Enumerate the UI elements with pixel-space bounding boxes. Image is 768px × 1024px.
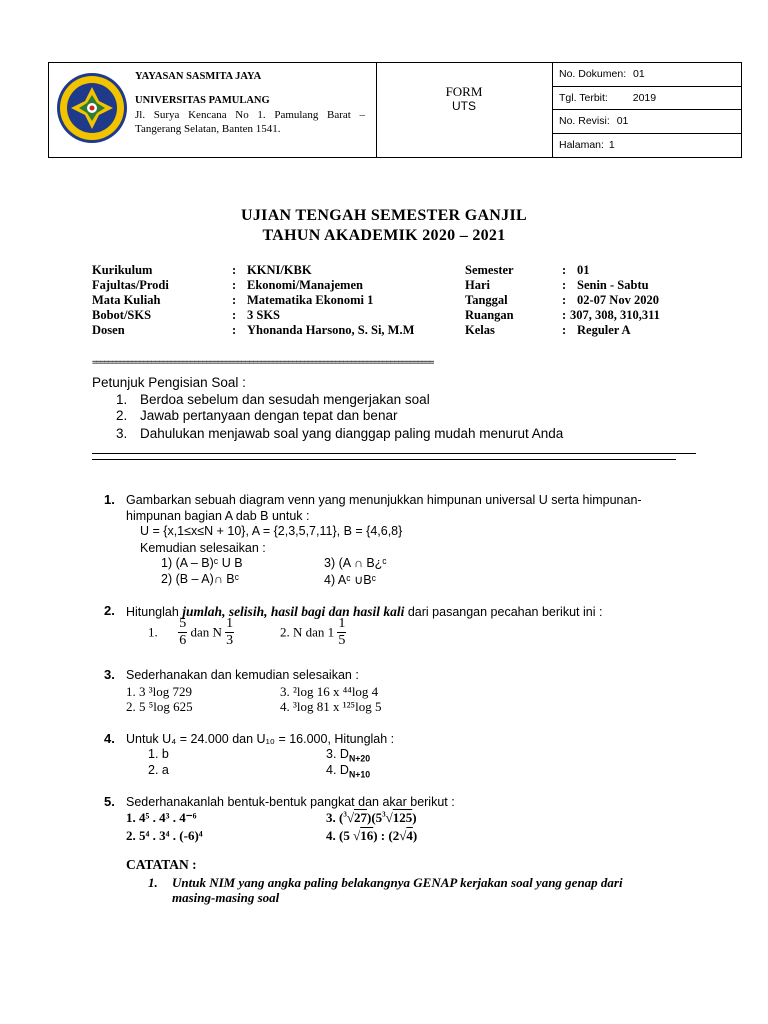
info-label-kelas: Kelas bbox=[465, 323, 495, 337]
denominator: 6 bbox=[179, 633, 187, 648]
info-value-semester: 01 bbox=[577, 263, 590, 277]
info-colon: : bbox=[562, 278, 567, 292]
sub-question-root-3: 3. $(^3√27)(5^3√125)$ bbox=[326, 810, 417, 825]
info-colon: : bbox=[232, 308, 237, 322]
numerator: 1 bbox=[338, 616, 346, 631]
foundation-name: YAYASAN SASMITA JAYA bbox=[135, 71, 262, 82]
info-colon: : bbox=[562, 293, 567, 307]
question-number: 5. bbox=[104, 794, 115, 809]
info-value-kurikulum: KKNI/KBK bbox=[247, 263, 312, 277]
note-text: Untuk NIM yang angka paling belakangnya GENAP kerjakan soal yang genap dari bbox=[172, 875, 623, 890]
fraction-pair-2 bbox=[280, 616, 346, 649]
info-label-sks: Bobot/SKS bbox=[92, 308, 152, 322]
info-colon: : bbox=[562, 263, 567, 277]
doc-number-label: No. Dokumen: bbox=[559, 68, 627, 80]
info-label-hari: Hari bbox=[465, 278, 490, 292]
question-number: 3. bbox=[104, 667, 115, 682]
form-cell bbox=[376, 63, 553, 157]
instruction-number: 2. bbox=[116, 408, 128, 423]
info-value-prodi: Ekonomi/Manajemen bbox=[247, 278, 363, 292]
sub-question: 2) (B – A)∩ Bᶜ bbox=[161, 572, 240, 586]
exam-year: TAHUN AKADEMIK 2020 – 2021 bbox=[262, 227, 506, 244]
info-label-kurikulum: Kurikulum bbox=[92, 263, 153, 277]
question-text: himpunan bagian A dab B untuk : bbox=[126, 509, 310, 523]
revision-row bbox=[553, 110, 741, 134]
revision-value: 01 bbox=[616, 115, 629, 127]
subscript: N+20 bbox=[348, 753, 371, 764]
university-name: UNIVERSITAS PAMULANG bbox=[135, 95, 270, 106]
question-text: Kemudian selesaikan : bbox=[140, 541, 266, 555]
info-label-ruangan: Ruangan bbox=[465, 308, 514, 322]
info-label-matkul: Mata Kuliah bbox=[92, 293, 161, 307]
question-number: 1. bbox=[104, 492, 115, 507]
sub-question: 1. 4⁵ . 4³ . 4⁻⁶ bbox=[126, 810, 197, 825]
sub-question: 1) (A – B)ᶜ U B bbox=[161, 556, 243, 570]
sub-question-label: 3. bbox=[326, 810, 336, 825]
info-value-hari: Senin - Sabtu bbox=[577, 278, 649, 292]
institution-cell bbox=[49, 63, 377, 157]
sub-question: 2. a bbox=[148, 763, 169, 777]
university-address: Jl. Surya Kencana No 1. Pamulang Barat – Tangerang Selatan, Banten 1541. bbox=[135, 109, 365, 135]
sub-question: 3. ²log 16 x ⁴⁴log 4 bbox=[280, 684, 379, 699]
fraction bbox=[337, 616, 346, 649]
issue-date-value: 2019 bbox=[632, 91, 657, 104]
fraction-pair-1 bbox=[148, 616, 234, 649]
info-value-kelas: Reguler A bbox=[577, 323, 631, 337]
set-definition: U = {x,1≤x≤N + 10}, A = {2,3,5,7,11}, B = {4,6,8} bbox=[140, 524, 403, 538]
question-number: 2. bbox=[104, 603, 115, 618]
info-value-tanggal: 02-07 Nov 2020 bbox=[577, 293, 659, 307]
instruction-item: Berdoa sebelum dan sesudah mengerjakan soal bbox=[140, 392, 430, 407]
denominator: 5 bbox=[338, 633, 346, 648]
separator-line: ======================================================================================= bbox=[92, 358, 433, 368]
document-header bbox=[48, 62, 742, 158]
question-text-part: dari pasangan pecahan berikut ini : bbox=[404, 605, 603, 619]
info-colon: : bbox=[232, 323, 237, 337]
notes-heading: CATATAN : bbox=[126, 857, 197, 872]
numerator: 1 bbox=[226, 616, 234, 631]
note-text: masing-masing soal bbox=[172, 890, 280, 905]
info-value-ruangan: 307, 308, 310,311 bbox=[570, 308, 660, 322]
pair-label: 2. N dan 1 bbox=[280, 624, 335, 640]
divider bbox=[92, 453, 696, 454]
sub-question-main: 3. D bbox=[326, 747, 349, 761]
page-value: 1 bbox=[608, 138, 615, 151]
sub-question: 3) (A ∩ B¿ᶜ bbox=[324, 556, 387, 570]
issue-date-row bbox=[553, 87, 741, 111]
info-label-prodi: Fajultas/Prodi bbox=[92, 278, 169, 292]
info-colon: : bbox=[232, 263, 237, 277]
instruction-number: 1. bbox=[116, 392, 128, 407]
page-row bbox=[553, 134, 741, 158]
doc-info-cell bbox=[553, 63, 741, 157]
sub-question: 4) Aᶜ ∪Bᶜ bbox=[324, 573, 377, 587]
question-text-part: Hitunglah bbox=[126, 605, 183, 619]
note-number: 1. bbox=[148, 875, 158, 890]
form-type: UTS bbox=[452, 99, 476, 113]
question-text: Untuk U₄ = 24.000 dan U₁₀ = 16.000, Hitunglah : bbox=[126, 732, 395, 746]
subscript: N+10 bbox=[348, 769, 371, 780]
issue-date-label: Tgl. Terbit: bbox=[559, 91, 608, 104]
info-colon: : bbox=[232, 278, 237, 292]
sub-question: 1. 3 ³log 729 bbox=[126, 684, 193, 699]
exam-title: UJIAN TENGAH SEMESTER GANJIL bbox=[241, 207, 527, 224]
info-value-sks: 3 SKS bbox=[247, 308, 281, 322]
pair-connector: dan N bbox=[190, 624, 222, 640]
denominator: 3 bbox=[226, 633, 234, 648]
info-label-semester: Semester bbox=[465, 263, 514, 277]
instruction-number: 3. bbox=[116, 426, 128, 441]
info-value-dosen: Yhonanda Harsono, S. Si, M.M bbox=[247, 323, 415, 337]
info-colon: : bbox=[562, 323, 567, 337]
sub-question bbox=[326, 747, 370, 764]
sub-question bbox=[326, 763, 370, 780]
sub-question-label: 4. bbox=[326, 828, 336, 843]
info-label-dosen: Dosen bbox=[92, 323, 125, 337]
question-emphasis: jumlah, selisih, hasil bagi dan hasil kali bbox=[182, 604, 405, 619]
numerator: 5 bbox=[179, 616, 187, 631]
sub-question-main: 4. D bbox=[326, 763, 349, 777]
info-value-matkul: Matematika Ekonomi 1 bbox=[247, 293, 374, 307]
instructions-heading: Petunjuk Pengisian Soal : bbox=[92, 375, 246, 390]
question-text: Sederhanakanlah bentuk-bentuk pangkat dan akar berikut : bbox=[126, 795, 455, 809]
question-text: Sederhanakan dan kemudian selesaikan : bbox=[126, 668, 359, 682]
sub-question: 1. b bbox=[148, 747, 169, 761]
instruction-item: Dahulukan menjawab soal yang dianggap paling mudah menurut Anda bbox=[140, 426, 564, 441]
doc-number-value: 01 bbox=[633, 68, 645, 80]
info-label-tanggal: Tanggal bbox=[465, 293, 508, 307]
revision-label: No. Revisi: bbox=[559, 115, 610, 127]
fraction bbox=[225, 616, 234, 649]
instruction-item: Jawab pertanyaan dengan tepat dan benar bbox=[140, 408, 398, 423]
info-colon: : bbox=[562, 308, 567, 322]
university-logo bbox=[55, 71, 129, 145]
fraction bbox=[178, 616, 187, 649]
page-label: Halaman: bbox=[559, 138, 604, 151]
sub-question: 4. ³log 81 x ¹²⁵log 5 bbox=[280, 699, 382, 714]
question-number: 4. bbox=[104, 731, 115, 746]
info-colon: : bbox=[232, 293, 237, 307]
sub-question: 2. 5 ⁵log 625 bbox=[126, 699, 193, 714]
divider bbox=[92, 459, 676, 460]
sub-question-root-4: 4. (5 √16) : (2√4) bbox=[326, 828, 418, 843]
sub-question: 2. 5⁴ . 3⁴ . (-6)⁴ bbox=[126, 828, 203, 843]
question-text: Gambarkan sebuah diagram venn yang menunjukkan himpunan universal U serta himpunan- bbox=[126, 493, 642, 507]
form-title: FORM bbox=[445, 84, 483, 99]
doc-number-row bbox=[553, 63, 741, 87]
pair-label: 1. bbox=[148, 624, 158, 640]
